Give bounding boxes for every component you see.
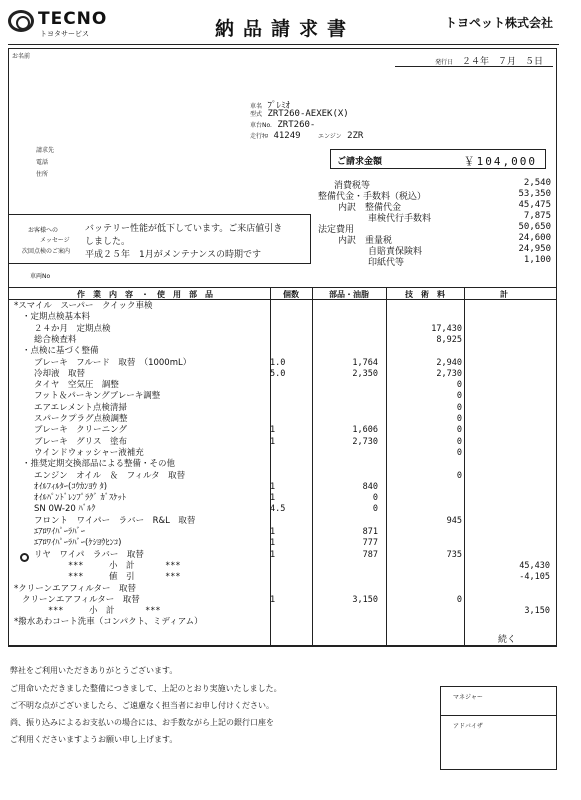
engine-value: 2ZR [347, 131, 364, 141]
document-title: 納品請求書 [215, 18, 356, 40]
table-row [8, 403, 557, 414]
footer-line: ご利用くださいますようお願い申し上げます。 [10, 735, 178, 744]
name-label: お名前 [12, 53, 31, 60]
item-total: 3,150 [524, 606, 550, 617]
item-description: クリーンエアフィルター 取替 [22, 594, 140, 605]
table-row [8, 301, 557, 312]
column-header-parts: 部品・油脂 [329, 290, 369, 299]
item-quantity: 1 [270, 527, 276, 537]
engine-label: エンジン [317, 133, 342, 140]
item-quantity: 1 [270, 538, 276, 549]
item-total: -4,105 [519, 572, 550, 583]
item-labor-fee: 0 [456, 470, 462, 481]
item-parts-price: 1,606 [352, 425, 378, 436]
item-description: *スマイル スーパー クイック車検 [14, 301, 153, 311]
table-row [8, 516, 557, 527]
table-row [8, 425, 557, 436]
subtotal-label: *** 小 計 *** [68, 560, 181, 571]
issue-date-label: 発行日 [435, 59, 454, 66]
table-row [8, 527, 557, 538]
subtotal-label: *** 小 計 *** [48, 606, 161, 617]
summary-label: 自賠責保険料 [368, 247, 423, 257]
model-row [250, 109, 349, 119]
item-labor-fee: 0 [456, 414, 462, 424]
item-quantity: 1 [270, 425, 276, 436]
table-row [8, 471, 557, 482]
item-labor-fee: 0 [456, 594, 462, 605]
item-description: 総合検査料 [34, 334, 77, 345]
item-description: ウインドウォッシャー液補充 [34, 447, 144, 458]
table-row [8, 380, 557, 391]
summary-label: 整備代金・手数料（税込） [318, 192, 427, 202]
item-labor-fee: 945 [446, 515, 462, 526]
item-parts-price: 2,350 [352, 368, 378, 379]
billing-label: 請求先 [36, 147, 55, 154]
chassis-value: ZRT260- [277, 120, 316, 130]
item-description: ・点検に基づく整備 [22, 346, 99, 357]
subtotal-label: *** 値 引 *** [68, 572, 181, 583]
item-description: エンジン オイル ＆ フィルタ 取替 [34, 470, 186, 481]
table-row [8, 538, 557, 549]
item-labor-fee: 0 [456, 436, 462, 447]
table-row [8, 617, 557, 628]
table-row [8, 504, 557, 515]
table-row [8, 595, 557, 606]
item-description: ｵｲﾙﾊﾟﾝﾄﾞﾚﾝﾌﾟﾗｸﾞ ｶﾞｽｹｯﾄ [34, 493, 126, 504]
item-description: タイヤ 空気圧 調整 [34, 380, 119, 391]
toyota-emblem-icon [8, 10, 34, 32]
item-total: 45,430 [519, 560, 550, 571]
item-parts-price: 777 [362, 538, 378, 549]
mileage-value: 41249 [273, 131, 301, 141]
item-quantity: 1 [270, 481, 276, 492]
table-row [8, 335, 557, 346]
phone-label: 電話 [36, 159, 49, 166]
table-row [8, 482, 557, 493]
item-description: リヤ ワイパ ラバー 取替 [34, 549, 144, 560]
logo-brand: TECNO [38, 9, 108, 29]
table-row [8, 358, 557, 369]
column-header-total: 計 [500, 290, 508, 299]
summary-value: 45,475 [518, 200, 551, 210]
column-header-labor: 技 術 料 [405, 290, 445, 299]
summary-value: 24,950 [518, 244, 551, 254]
item-quantity: 1 [270, 549, 276, 560]
item-parts-price: 787 [362, 549, 378, 560]
message-label: メッセージ [40, 237, 70, 244]
item-labor-fee: 0 [456, 447, 462, 458]
message-label: お客様への [28, 227, 59, 234]
item-quantity: 1 [270, 493, 276, 504]
column-header-qty: 個数 [283, 290, 299, 299]
item-description: フット＆パーキングブレーキ調整 [34, 391, 161, 402]
item-labor-fee: 0 [456, 425, 462, 436]
recycle-mark-icon [20, 553, 29, 562]
item-labor-fee: 2,730 [436, 368, 462, 379]
summary-label: 内訳 重量税 [338, 236, 393, 246]
table-row [8, 346, 557, 357]
company-name: トヨペット株式会社 [444, 16, 553, 30]
continued-label: 続く [498, 635, 517, 645]
item-labor-fee: 0 [456, 402, 462, 413]
logo [8, 8, 128, 42]
item-parts-price: 871 [362, 527, 378, 537]
chassis-row [250, 120, 315, 130]
logo-sub: トヨタサービス [40, 30, 89, 38]
item-description: SN 0W-20 ﾊﾞﾙｸ [34, 504, 96, 515]
item-description: ｵｲﾙﾌｨﾙﾀｰ(ｺｳｶﾝﾖｳ ﾀ) [34, 481, 108, 492]
item-description: ブレーキ クリーニング [34, 425, 127, 436]
summary-value: 50,650 [518, 222, 551, 232]
item-parts-price: 840 [362, 481, 378, 492]
item-description: ブレーキ グリス 塗布 [34, 436, 127, 447]
item-description: スパークプラグ点検調整 [34, 414, 128, 424]
table-top-rule [8, 287, 557, 288]
message-line: 平成２５年 1月がメンテナンスの時期です [85, 250, 262, 260]
item-description: ブレーキ フルード 取替 （1000mL） [34, 357, 192, 368]
summary-value: 53,350 [518, 189, 551, 199]
item-description: ・定期点検基本料 [22, 312, 91, 323]
item-parts-price: 0 [372, 504, 378, 515]
address-label: 住所 [36, 171, 49, 178]
table-row [8, 437, 557, 448]
table-row [8, 324, 557, 335]
item-description: フロント ワイパー ラバー R&L 取替 [34, 515, 196, 526]
item-labor-fee: 0 [456, 391, 462, 402]
item-description: ｴｱﾛﾜｲﾊﾟｰﾗﾊﾞｰ [34, 527, 86, 537]
footer-line: 弊社をご利用いただきありがとうございます。 [10, 666, 178, 675]
header-divider [8, 44, 559, 45]
item-description: *クリーンエアフィルター 取替 [14, 583, 137, 594]
table-row [8, 550, 557, 561]
summary-value: 24,600 [518, 233, 551, 243]
item-labor-fee: 2,940 [436, 357, 462, 368]
item-parts-price: 0 [372, 493, 378, 504]
summary-label: 内訳 整備代金 [338, 203, 402, 213]
car-name-label: 車名 [250, 103, 263, 110]
message-line: しました。 [85, 237, 131, 247]
mileage-row [250, 131, 363, 141]
manager-label: マネジャー [453, 694, 483, 701]
table-row [8, 448, 557, 459]
item-parts-price: 3,150 [352, 594, 378, 605]
table-row [8, 572, 557, 583]
footer-line: ご用命いただきました整備につきまして、上記のとおり実施いたしました。 [10, 684, 282, 693]
car-number-label: 車両No [30, 273, 51, 280]
total-amount-value: ￥104,000 [463, 155, 537, 168]
item-description: ・推奨定期交換部品による整備・その他 [22, 459, 176, 470]
issue-date-value: ２４年 ７月 ５日 [461, 57, 543, 67]
customer-message-box [8, 214, 311, 264]
item-quantity: 5.0 [270, 368, 286, 379]
summary-value: 2,540 [523, 178, 551, 188]
summary-label: 車検代行手数料 [368, 214, 432, 224]
chassis-label: 車台No. [250, 122, 272, 129]
item-quantity: 1 [270, 436, 276, 447]
item-description: 冷却液 取替 [34, 368, 86, 379]
table-row [8, 459, 557, 470]
summary-label: 法定費用 [318, 225, 355, 235]
item-description: エアエレメント点検清掃 [34, 402, 127, 413]
item-description: ｴｱﾛﾜｲﾊﾟｰﾗﾊﾞｰ(ｹｼﾖｳﾋﾝｺ) [34, 538, 122, 549]
item-labor-fee: 8,925 [436, 334, 462, 345]
summary-label: 消費税等 [334, 181, 371, 191]
table-row [8, 312, 557, 323]
advisor-sign-box [440, 716, 557, 770]
item-labor-fee: 0 [456, 380, 462, 391]
table-row [8, 584, 557, 595]
item-quantity: 1 [270, 594, 276, 605]
total-amount-box [330, 149, 546, 169]
summary-value: 7,875 [523, 211, 551, 221]
table-row [8, 561, 557, 572]
advisor-label: アドバイザ [453, 723, 483, 730]
mileage-label: 走行ｷﾛ [250, 133, 269, 140]
item-labor-fee: 735 [446, 549, 462, 560]
item-labor-fee: 17,430 [431, 323, 462, 334]
model-label: 型式 [250, 111, 263, 118]
footer-line: 尚、振り込みによるお支払いの場合には、お手数ながら上記の銀行口座を [10, 718, 274, 727]
table-row [8, 606, 557, 617]
item-description: *撥水あわコート洗車（コンパクト、ミディアム） [14, 617, 203, 628]
column-header-work: 作 業 内 容 ・ 使 用 部 品 [77, 290, 213, 299]
summary-value: 1,100 [523, 255, 551, 265]
message-line: バッテリー性能が低下しています。ご来店値引き [85, 224, 283, 234]
table-row [8, 493, 557, 504]
item-parts-price: 2,730 [352, 436, 378, 447]
summary-label: 印紙代等 [368, 258, 405, 268]
item-quantity: 4.5 [270, 504, 286, 515]
car-name-value: ﾌﾟﾚﾐｵ [267, 101, 290, 111]
manager-sign-box [440, 686, 557, 716]
item-quantity: 1.0 [270, 357, 286, 368]
table-row [8, 391, 557, 402]
table-row [8, 414, 557, 425]
issue-date-underline [395, 66, 553, 67]
footer-line: ご不明な点がございましたら、ご遠慮なく担当者にお申し付けください。 [10, 701, 274, 710]
table-row [8, 369, 557, 380]
table-bottom-rule [8, 646, 557, 647]
item-parts-price: 1,764 [352, 357, 378, 368]
total-amount-label: ご請求金額 [337, 157, 383, 167]
next-inspection-label: 次回点検のご案内 [22, 248, 71, 255]
model-value: ZRT260-AEXEK(X) [267, 109, 349, 119]
item-description: ２４か月 定期点検 [34, 323, 111, 334]
